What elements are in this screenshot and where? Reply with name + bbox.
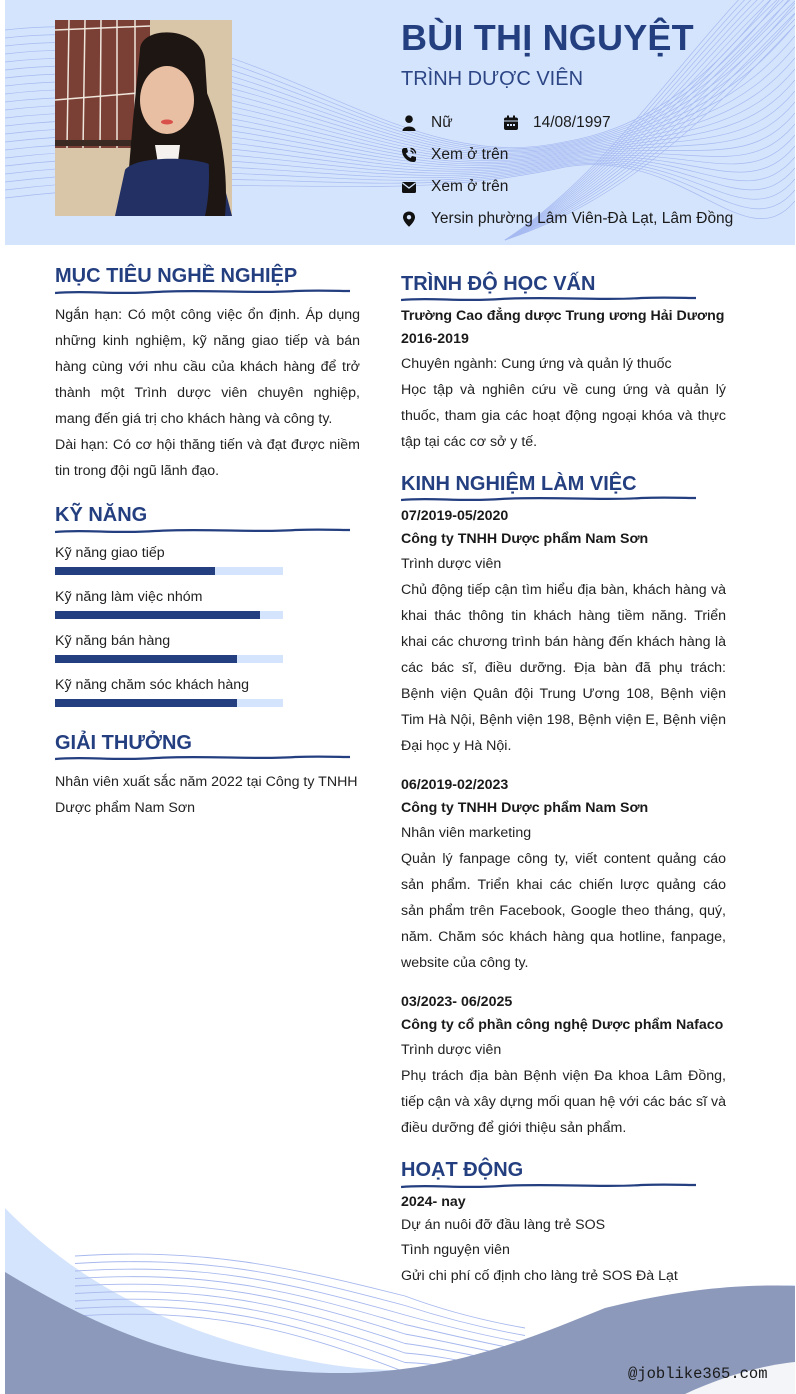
education-period: 2016-2019 xyxy=(401,331,469,347)
skills-title: KỸ NĂNG xyxy=(55,504,148,526)
profile-photo xyxy=(55,20,232,216)
experience-position: Trình dược viên xyxy=(401,556,502,572)
activity-description: Gửi chi phí cố định cho làng trẻ SOS Đà Lạt xyxy=(401,1268,678,1284)
activities-underline xyxy=(401,1182,696,1190)
experience-title: KINH NGHIỆM LÀM VIỆC xyxy=(401,473,637,495)
award-text: Nhân viên xuất sắc năm 2022 tại Công ty TNHH Dược phẩm Nam Sơn xyxy=(55,774,358,816)
skill-bar xyxy=(55,567,283,575)
header-band xyxy=(5,0,795,245)
experience-period: 03/2023- 06/2025 xyxy=(401,994,513,1010)
skill-label: Kỹ năng giao tiếp xyxy=(55,545,165,561)
skill-bar xyxy=(55,655,283,663)
skill-bar xyxy=(55,699,283,707)
address-value: Yersin phường Lâm Viên-Đà Lạt, Lâm Đồng xyxy=(431,210,734,227)
education-major: Chuyên ngành: Cung ứng và quản lý thuốc xyxy=(401,356,672,372)
map-pin-icon xyxy=(401,211,417,227)
education-title: TRÌNH ĐỘ HỌC VẤN xyxy=(401,273,596,295)
experience-description: Quản lý fanpage công ty, viết content quảng cáo sản phẩm. Triển khai các chiến lược quảng cáo sản phẩm trên Facebook, Google theo tháng, quý, năm. Chăm sóc khách hàng qua hotline, fanpage, website của công ty. xyxy=(401,851,726,971)
awards-underline xyxy=(55,754,350,762)
education-underline xyxy=(401,295,696,303)
address-row xyxy=(401,208,733,230)
activities-title: HOẠT ĐỘNG xyxy=(401,1159,524,1181)
skill-label: Kỹ năng chăm sóc khách hàng xyxy=(55,677,250,693)
envelope-icon xyxy=(401,179,417,195)
experience-period: 06/2019-02/2023 xyxy=(401,777,509,793)
birthday-row xyxy=(503,112,611,134)
skill-label: Kỹ năng làm việc nhóm xyxy=(55,589,203,605)
skill-bar-fill xyxy=(55,655,237,663)
activity-period: 2024- nay xyxy=(401,1194,466,1210)
skill-bar-fill xyxy=(55,699,237,707)
skill-bar-fill xyxy=(55,567,215,575)
email-row xyxy=(401,176,508,198)
experience-underline xyxy=(401,495,696,503)
skill-label: Kỹ năng bán hàng xyxy=(55,633,171,649)
experience-position: Nhân viên marketing xyxy=(401,825,532,841)
skills-underline xyxy=(55,527,350,535)
watermark: @joblike365.com xyxy=(628,1365,768,1383)
education-school: Trường Cao đẳng dược Trung ương Hải Dương xyxy=(401,308,725,324)
footer-wave-decoration xyxy=(5,1190,795,1394)
objective-underline xyxy=(55,288,350,296)
awards-title: GIẢI THƯỞNG xyxy=(55,732,192,754)
objective-short-term: Ngắn hạn: Có một công việc ổn định. Áp dụng những kinh nghiệm, kỹ năng giao tiếp và bán hàng cùng với nhu cầu của khách hàng để trở thành một Trình dược viên chuyên nghiệp, mang đến giá trị cho khách hàng và công ty. xyxy=(55,307,360,427)
gender-row xyxy=(401,112,453,134)
phone-icon xyxy=(401,147,417,163)
candidate-name: BÙI THỊ NGUYỆT xyxy=(401,17,694,58)
phone-row xyxy=(401,144,508,166)
experience-company: Công ty TNHH Dược phẩm Nam Sơn xyxy=(401,531,649,547)
cv-page xyxy=(5,0,795,1394)
education-description: Học tập và nghiên cứu về cung ứng và quản lý thuốc, tham gia các hoạt động ngoại khóa và thực tập tại các cơ sở y tế. xyxy=(401,382,726,450)
experience-period: 07/2019-05/2020 xyxy=(401,508,509,524)
experience-company: Công ty TNHH Dược phẩm Nam Sơn xyxy=(401,800,649,816)
candidate-role: TRÌNH DƯỢC VIÊN xyxy=(401,68,584,90)
calendar-icon xyxy=(503,115,519,131)
experience-description: Phụ trách địa bàn Bệnh viện Đa khoa Lâm Đồng, tiếp cận và xây dựng mối quan hệ với các bác sĩ và điều dưỡng để giới thiệu sản phẩm. xyxy=(401,1068,726,1136)
birthday-value: 14/08/1997 xyxy=(533,114,611,131)
gender-value: Nữ xyxy=(431,114,453,131)
objective-title: MỤC TIÊU NGHỀ NGHIỆP xyxy=(55,265,298,287)
user-icon xyxy=(401,115,417,131)
skill-bar xyxy=(55,611,283,619)
email-value: Xem ở trên xyxy=(431,178,509,195)
activity-role: Tình nguyện viên xyxy=(401,1242,510,1258)
phone-value: Xem ở trên xyxy=(431,146,509,163)
experience-description: Chủ động tiếp cận tìm hiểu địa bàn, khách hàng và khai thác thông tin khách hàng tiềm năng. Triển khai các chương trình bán hàng đến khách hàng là các bác sĩ, điều dưỡng. Địa bàn đã phụ trách: Bệnh viện Quân đội Trung Ương 108, Bệnh viện Tim Hà Nội, Bệnh viện 198, Bệnh viện E, Bệnh viện Đại học y Hà Nội. xyxy=(401,582,726,754)
experience-company: Công ty cổ phần công nghệ Dược phẩm Nafaco xyxy=(401,1017,724,1033)
skill-bar-fill xyxy=(55,611,260,619)
experience-position: Trình dược viên xyxy=(401,1042,502,1058)
activity-name: Dự án nuôi đỡ đầu làng trẻ SOS xyxy=(401,1217,606,1233)
objective-long-term: Dài hạn: Có cơ hội thăng tiến và đạt được niềm tin trong đội ngũ lãnh đạo. xyxy=(55,437,360,479)
